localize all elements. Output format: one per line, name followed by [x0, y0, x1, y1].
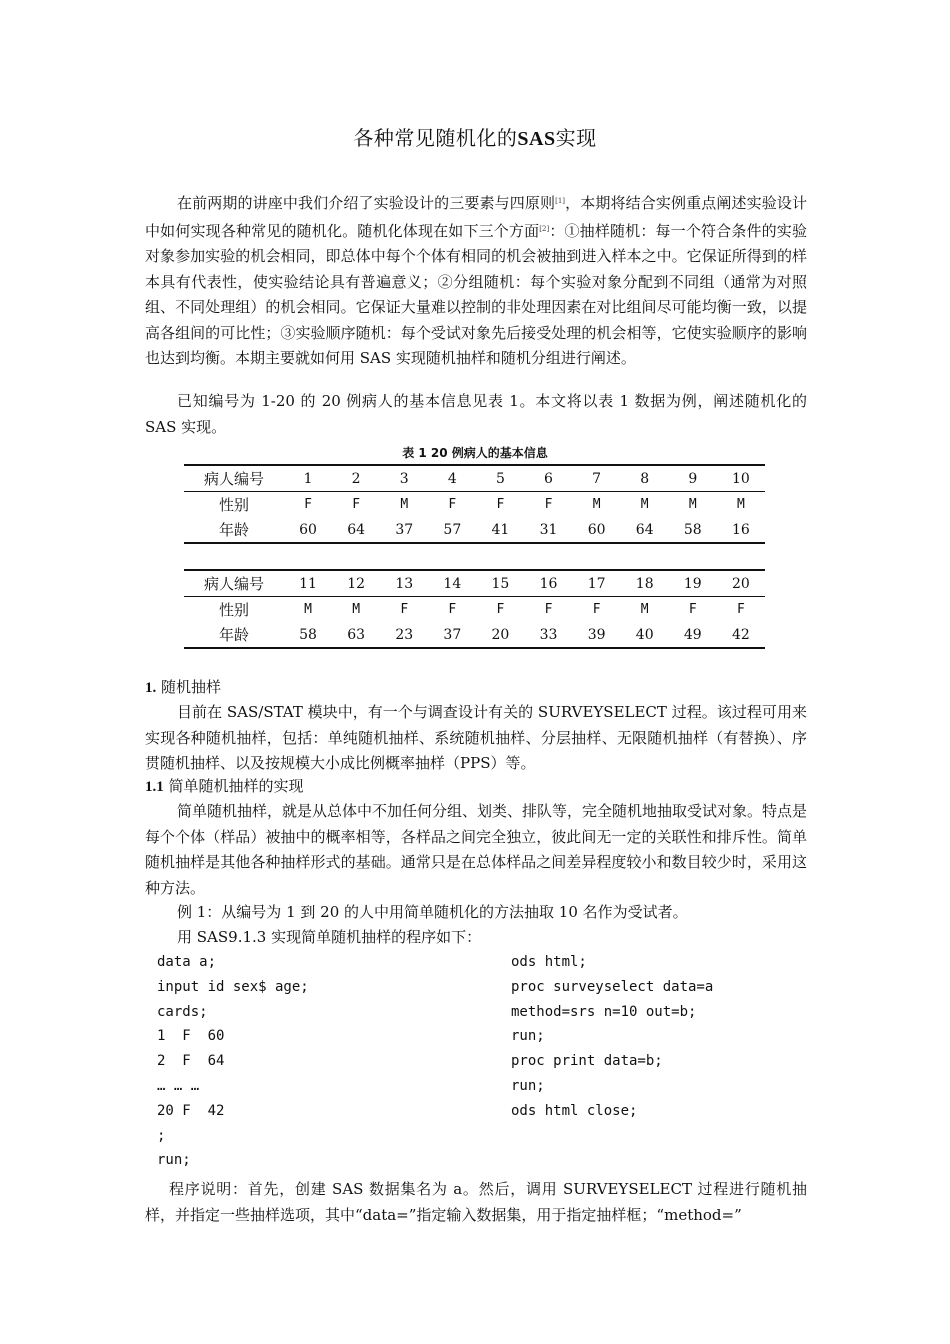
- code-line: ;: [157, 1127, 166, 1144]
- table-cell: 14: [428, 570, 476, 597]
- table-cell: 18: [621, 570, 669, 597]
- code-line: run;: [511, 1077, 545, 1094]
- table-cell: 49: [669, 622, 717, 648]
- table-cell: 37: [428, 622, 476, 648]
- table-cell: 20: [717, 570, 765, 597]
- code-line: ods html;: [511, 954, 587, 970]
- reference-2: [2]: [539, 224, 550, 233]
- table-cell: 57: [428, 517, 476, 543]
- table-row-age: 年龄 60 64 37 57 41 31 60 64 58 16: [184, 517, 765, 543]
- table-cell: F: [544, 497, 553, 512]
- table-cell: 33: [524, 622, 572, 648]
- table-cell: 16: [717, 517, 765, 543]
- code-line: 20 F 42: [157, 1102, 225, 1119]
- table-cell: 9: [669, 465, 717, 492]
- section-1-body: 目前在 SAS/STAT 模块中，有一个与调查设计有关的 SURVEYSELECT 过程。该过程可用来实现各种随机抽样，包括：单纯随机抽样、系统随机抽样、分层抽样、无限随机抽样（有替换）、序贯随机抽样、以及按规模大小成比例概率抽样（PPS）等。: [145, 703, 807, 772]
- table-cell: 12: [332, 570, 380, 597]
- table-cell: 3: [380, 465, 428, 492]
- table-cell: 58: [669, 517, 717, 543]
- code-line: input id sex$ age;: [157, 978, 309, 995]
- code-line: run;: [157, 1152, 191, 1169]
- table-row-id: 病人编号 1 2 3 4 5 6 7 8 9 10: [184, 465, 765, 492]
- table-cell: F: [737, 602, 745, 617]
- table-cell: 60: [284, 517, 332, 543]
- table-cell: 11: [284, 570, 332, 597]
- table-cell: M: [304, 602, 312, 617]
- table-cell: 6: [524, 465, 572, 492]
- patient-table-part1: [184, 464, 765, 544]
- code-line: proc print data=b;: [511, 1053, 663, 1070]
- table-cell: 23: [380, 622, 428, 648]
- section-1-1-heading: 1.1 简单随机抽样的实现: [145, 777, 304, 795]
- code-line: 2 F 64: [157, 1053, 225, 1070]
- table-cell: F: [352, 497, 361, 512]
- table-cell: M: [688, 497, 697, 512]
- program-intro: 用 SAS9.1.3 实现简单随机抽样的程序如下：: [177, 928, 482, 946]
- table-cell: 41: [476, 517, 524, 543]
- table-cell: 42: [717, 622, 765, 648]
- program-explanation: 程序说明：首先，创建 SAS 数据集名为 a。然后，调用 SURVEYSELECT 过程进行随机抽样，并指定一些抽样选项，其中“data=”指定输入数据集，用于指定抽样框；“method=”: [145, 1180, 807, 1224]
- example-1: 例 1：从编号为 1 到 20 的人中用简单随机化的方法抽取 10 名作为受试者。: [177, 903, 688, 921]
- table-cell: F: [592, 602, 601, 617]
- table-cell: 64: [332, 517, 380, 543]
- table-cell: 31: [524, 517, 572, 543]
- table-cell: 64: [621, 517, 669, 543]
- reference-1: [1]: [555, 197, 566, 205]
- table-cell: 13: [380, 570, 428, 597]
- table-cell: 8: [621, 465, 669, 492]
- code-block-right: [511, 950, 713, 1124]
- table-cell: F: [496, 602, 505, 617]
- code-line: run;: [511, 1028, 545, 1045]
- table-cell: 1: [284, 465, 332, 492]
- table-cell: 60: [573, 517, 621, 543]
- table-cell: 37: [380, 517, 428, 543]
- table-cell: 5: [476, 465, 524, 492]
- code-line: cards;: [157, 1003, 208, 1020]
- table-cell: 58: [284, 622, 332, 648]
- data-intro-paragraph: 已知编号为 1-20 的 20 例病人的基本信息见表 1。本文将以表 1 数据为例，阐述随机化的 SAS 实现。: [145, 392, 807, 436]
- code-line: method=srs n=10 out=b;: [511, 1003, 697, 1020]
- table-cell: 16: [524, 570, 572, 597]
- code-line: data a;: [157, 954, 217, 970]
- table-cell: 2: [332, 465, 380, 492]
- table-cell: 7: [573, 465, 621, 492]
- intro-paragraph: 在前两期的讲座中我们介绍了实验设计的三要素与四原则[1]，本期将结合实例重点阐述实验设计中如何实现各种常见的随机化。随机化体现在如下三个方面[2]：①抽样随机：每一个符合条件的实验对象参加实验的机会相同，即总体中每个个体有相同的机会被抽到进入样本之中。它保证所得到的样本具有代表性，使实验结论具有普遍意义；②分组随机：每个实验对象分配到不同组（通常为对照组、不同处理组）的机会相同。它保证大量难以控制的非处理因素在对比组间尽可能均衡一致，以提高各组间的可比性；③实验顺序随机：每个受试对象先后接受处理的机会相等，它使实验顺序的影响也达到均衡。本期主要就如何用 SAS 实现随机抽样和随机分组进行阐述。: [145, 194, 807, 367]
- table-row-sex: 性别 M M F F F F F M F F: [184, 597, 765, 623]
- table-cell: 19: [669, 570, 717, 597]
- code-block-left: [157, 950, 309, 1173]
- table-cell: 63: [332, 622, 380, 648]
- table-cell: F: [448, 602, 457, 617]
- code-line: … … …: [157, 1077, 200, 1094]
- table-cell: M: [352, 602, 361, 617]
- table-cell: M: [592, 497, 601, 512]
- table-cell: M: [400, 497, 409, 512]
- table-cell: F: [400, 602, 409, 617]
- code-line: proc surveyselect data=a: [511, 978, 714, 995]
- patient-table-part2: [184, 569, 765, 649]
- table-cell: 10: [717, 465, 765, 492]
- table-row-age: 年龄 58 63 23 37 20 33 39 40 49 42: [184, 622, 765, 648]
- table-cell: 39: [573, 622, 621, 648]
- table-cell: M: [640, 497, 649, 512]
- table-cell: F: [544, 602, 553, 617]
- code-line: 1 F 60: [157, 1028, 225, 1045]
- table-cell: 4: [428, 465, 476, 492]
- code-line: ods html close;: [511, 1102, 638, 1119]
- table-cell: 15: [476, 570, 524, 597]
- table-cell: F: [496, 497, 505, 512]
- document-title: 各种常见随机化的SAS实现: [353, 126, 597, 150]
- section-1-1-body: 简单随机抽样，就是从总体中不加任何分组、划类、排队等，完全随机地抽取受试对象。特点是每个个体（样品）被抽中的概率相等，各样品之间完全独立，彼此间无一定的关联性和排斥性。简单随机抽样是其他各种抽样形式的基础。通常只是在总体样品之间差异程度较小和数目较少时，采用这种方法。: [145, 802, 808, 897]
- table-cell: M: [640, 602, 649, 617]
- table-cell: F: [448, 497, 457, 512]
- table-cell: F: [304, 497, 312, 512]
- table-cell: 40: [621, 622, 669, 648]
- section-1-heading: 1. 随机抽样: [145, 678, 222, 696]
- table-row-sex: 性别 F F M F F F M M M M: [184, 492, 765, 518]
- table-row-id: 病人编号 11 12 13 14 15 16 17 18 19 20: [184, 570, 765, 597]
- table-cell: 20: [476, 622, 524, 648]
- table-cell: 17: [573, 570, 621, 597]
- table-cell: F: [688, 602, 697, 617]
- table-caption: 表 1 20 例病人的基本信息: [402, 446, 548, 460]
- table-cell: M: [737, 497, 745, 512]
